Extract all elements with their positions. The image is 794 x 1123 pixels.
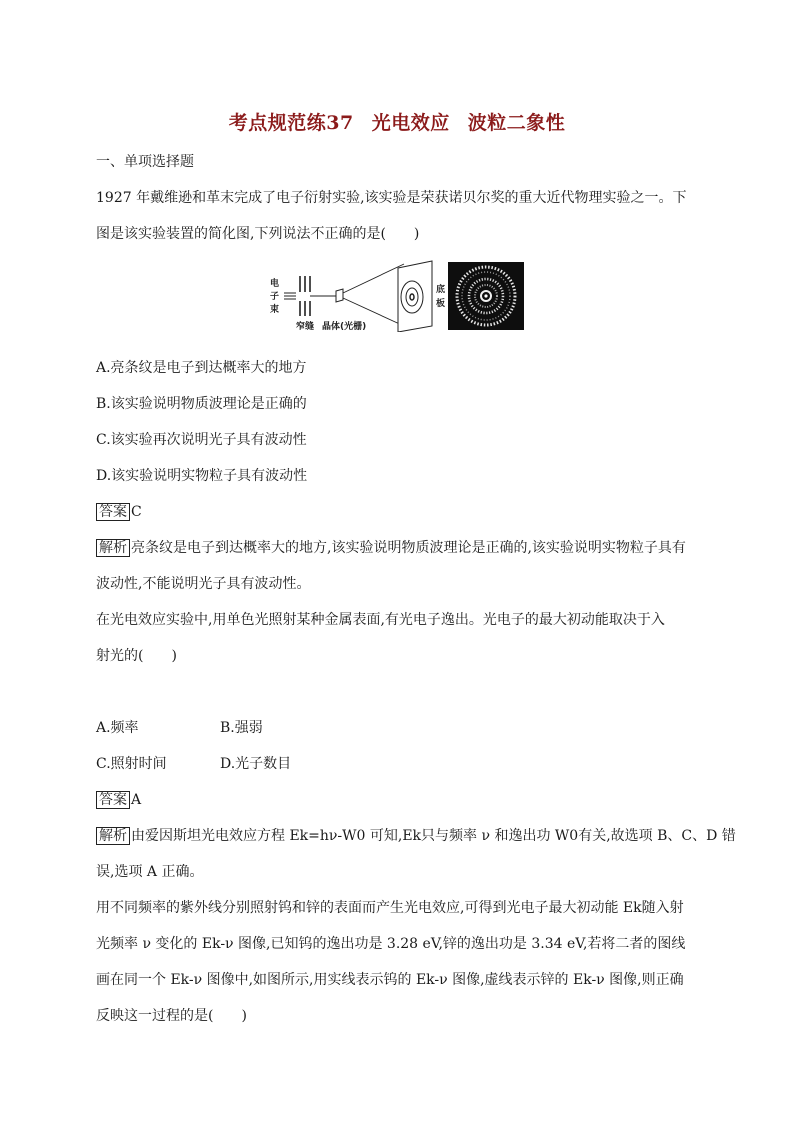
q1-analysis-line-2: 波动性,不能说明光子具有波动性。 <box>96 576 311 592</box>
q2-option-d[interactable]: D.光子数目 <box>220 756 292 772</box>
q1-option-d[interactable]: D.该实验说明实物粒子具有波动性 <box>96 468 308 484</box>
q2-line-2: 射光的( ) <box>96 648 177 664</box>
figure-label-beam-2: 子 <box>270 292 280 302</box>
q3-line-4: 反映这一过程的是( ) <box>96 1008 247 1024</box>
title-part-1: 考点规范练37 <box>228 112 354 134</box>
crystal-grating <box>336 289 343 302</box>
analysis-label: 解析 <box>96 827 130 845</box>
q3-line-3: 画在同一个 Ek-ν 图像中,如图所示,用实线表示钨的 Ek-ν 图像,虚线表示锌的 Ek-ν 图像,则正确 <box>96 972 684 988</box>
q2-answer <box>96 790 702 810</box>
figure-label-beam-1: 电 <box>270 279 280 289</box>
page-title <box>0 108 794 135</box>
figure-label-slit: 窄缝 <box>296 322 315 332</box>
q3-line-1: 用不同频率的紫外线分别照射钨和锌的表面而产生光电效应,可得到光电子最大初动能 Ek随入射 <box>96 900 684 916</box>
q1-analysis <box>96 538 702 558</box>
slit-plates <box>300 276 310 316</box>
analysis-text: 亮条纹是电子到达概率大的地方,该实验说明物质波理论是正确的,该实验说明实物粒子具有 <box>131 540 686 556</box>
q3-line-2: 光频率 ν 变化的 Ek-ν 图像,已知钨的逸出功是 3.28 eV,锌的逸出功是 3.34 eV,若将二者的图线 <box>96 936 686 952</box>
figure-label-plate-2: 板 <box>436 299 446 309</box>
q2-option-a[interactable]: A.频率 <box>96 720 139 736</box>
q1-text-1: 1927 年戴维逊和革末完成了电子衍射实验,该实验是荣获诺贝尔奖的重大近代物理实验之一。下 <box>96 190 687 206</box>
q2-options-row-1 <box>96 718 702 738</box>
q1-option-b[interactable]: B.该实验说明物质波理论是正确的 <box>96 396 307 412</box>
title-part-3: 波粒二象性 <box>467 112 566 134</box>
q2-option-c[interactable]: C.照射时间 <box>96 756 167 772</box>
answer-label: 答案 <box>96 503 130 521</box>
screen-plate <box>398 261 432 332</box>
q2-analysis-line-2: 误,选项 A 正确。 <box>96 864 204 880</box>
diffraction-rays <box>343 264 404 326</box>
analysis-text: 由爱因斯坦光电效应方程 Ek=hν-W0 可知,Ek只与频率 ν 和逸出功 W0有关,故选项 B、C、D 错 <box>131 828 736 844</box>
q2-line-1: 在光电效应实验中,用单色光照射某种金属表面,有光电子逸出。光电子的最大初动能取决于入 <box>96 612 665 628</box>
answer-value: A <box>131 792 142 808</box>
q2-analysis <box>96 826 736 846</box>
answer-value: C <box>131 504 142 520</box>
q1-line-2: 图是该实验装置的简化图,下列说法不正确的是( ) <box>96 226 420 242</box>
figure-label-crystal: 晶体(光栅) <box>322 322 367 332</box>
q1-option-c[interactable]: C.该实验再次说明光子具有波动性 <box>96 432 307 448</box>
section-heading: 一、单项选择题 <box>96 154 194 170</box>
title-part-2: 光电效应 <box>371 112 450 134</box>
q1-option-a[interactable]: A.亮条纹是电子到达概率大的地方 <box>96 360 307 376</box>
figure-label-beam-3: 束 <box>270 305 280 315</box>
diffraction-pattern-photo <box>448 262 524 330</box>
q2-option-b[interactable]: B.强弱 <box>220 720 263 736</box>
electron-beam-lines <box>284 293 296 299</box>
figure-label-plate-1: 底 <box>436 285 446 295</box>
q1-answer <box>96 502 702 522</box>
analysis-label: 解析 <box>96 539 130 557</box>
q1-line-1 <box>96 188 702 208</box>
q2-options-row-2 <box>96 754 702 774</box>
answer-label: 答案 <box>96 791 130 809</box>
